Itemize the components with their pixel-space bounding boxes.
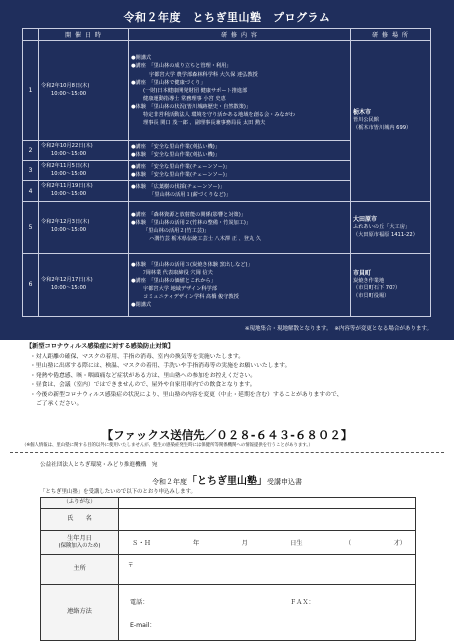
schedule-table bbox=[22, 28, 431, 317]
session-time: 10:00～15:00 bbox=[51, 90, 87, 97]
place-detail: （大田原市福原 1411-22） bbox=[353, 231, 418, 238]
content-line: 特定非営利活動法人 環境を守り活かある地域を創る会・みながわ bbox=[143, 111, 296, 118]
header-date: 開 催 日 時 bbox=[39, 29, 129, 41]
content-line: ●講座 「里山林で健康づくり」 bbox=[131, 79, 206, 86]
schedule-body bbox=[23, 41, 431, 317]
session-content bbox=[129, 253, 351, 316]
content-line: 理事長 関口 茂一郎 、副理事長兼事務局長 太田 勲夫 bbox=[143, 119, 266, 126]
form-title-prefix: 令和２年度 bbox=[152, 478, 187, 486]
zip-mark: 〒 bbox=[128, 562, 134, 569]
session-date bbox=[39, 41, 129, 141]
content-line: ●開講式 bbox=[131, 55, 152, 62]
form-title-main: 「とちぎ里山塾」 bbox=[187, 476, 267, 487]
content-line: ハ溝竹芸 栃木県伝統工芸士 八木澤 正 、登丸 久 bbox=[149, 236, 261, 243]
address-label: 主所 bbox=[41, 555, 119, 585]
content-line: ●体験 「安全な里山作業(チェーンソー)」 bbox=[131, 171, 231, 178]
content-line: 「里山林の活用１(薪づくりなど)」 bbox=[131, 192, 232, 199]
fax-label: ＦＡＸ： bbox=[290, 598, 315, 606]
content-line: (一財)日本健康開発財団 健康サポート推進部 bbox=[143, 87, 248, 94]
session-content bbox=[129, 161, 351, 181]
furigana-row bbox=[41, 498, 416, 509]
content-line: 健康運動指導士 常務理事 小宮 史恵 bbox=[143, 95, 226, 102]
content-line: ●体験 「広葉樹の伐採(チェーンソー)」 bbox=[131, 183, 225, 190]
schedule-row bbox=[23, 41, 431, 141]
content-line: ●体験 「里山林の活用２(竹林の整備・竹炭加工)」 bbox=[131, 220, 252, 227]
contact-row bbox=[41, 585, 416, 641]
content-line: 宇都宮大学 地域デザイン科学部 bbox=[143, 285, 217, 292]
place-city: 大田原市 bbox=[353, 215, 378, 223]
session-day: 令和2年10月8日(木) bbox=[41, 82, 90, 89]
content-line: ●講座 「森林資源と放射能の関係(影響と対策)」 bbox=[131, 212, 246, 219]
program-title: 令和２年度 とちぎ里山塾 プログラム bbox=[123, 11, 331, 24]
content-line: ●講座 「安全な里山作業(チェーンソー)」 bbox=[131, 163, 231, 170]
content-line: ●講座 「安全な里山作業(刈払い機)」 bbox=[131, 143, 220, 150]
session-number: 1 bbox=[23, 41, 39, 141]
session-number: 5 bbox=[23, 201, 39, 253]
covid-notice bbox=[26, 342, 436, 409]
age-open: （ bbox=[345, 540, 352, 547]
panel-note: ※現地集合・現地解散となります。 ※内容等が変更となる場合があります。 bbox=[244, 326, 432, 332]
fax-number: 【ファックス送信先／０２８-６４３-６８０２】 bbox=[101, 428, 353, 442]
session-time: 10:00～15:00 bbox=[51, 284, 87, 291]
dob-label-main: 生年月日 bbox=[67, 534, 92, 542]
dob-month: 月 bbox=[241, 540, 248, 547]
content-line: ●講座 「里山林の価値とこれから」 bbox=[131, 277, 216, 284]
recipient: 公益社団法人とちぎ環境・みどり推進機構 宛 bbox=[40, 462, 158, 468]
dob-row bbox=[41, 531, 416, 555]
session-day: 令和2年12月17日(木) bbox=[41, 277, 93, 284]
form-lead: 「とちぎ里山塾」を受講したいので以下のとおり申込みします。 bbox=[40, 489, 196, 495]
schedule-header-row bbox=[23, 29, 431, 41]
place-city: 市貝町 bbox=[353, 269, 372, 277]
dob-day: 日生 bbox=[290, 540, 303, 547]
session-time: 10:00～15:00 bbox=[51, 170, 87, 177]
application-form bbox=[40, 497, 416, 641]
furigana-field[interactable] bbox=[119, 498, 416, 509]
header-place: 研 修 場 所 bbox=[351, 29, 431, 41]
place-detail: （栃木市皆川城内 699） bbox=[353, 125, 412, 132]
dob-label bbox=[41, 531, 119, 555]
session-day: 令和2年12月3日(木) bbox=[41, 219, 90, 226]
session-content bbox=[129, 181, 351, 201]
content-line: ﾌ岡林業 代表取締役 穴岡 信夫 bbox=[143, 269, 213, 276]
tel-label: 電話： bbox=[130, 598, 149, 606]
form-title bbox=[0, 472, 454, 487]
notice-item: ご了承ください。 bbox=[36, 401, 83, 407]
content-line: コミュニティデザイン学科 髙橋 俊守教授 bbox=[143, 293, 239, 300]
content-line: ●閉講式 bbox=[131, 301, 152, 308]
session-time: 10:00～15:00 bbox=[51, 150, 87, 157]
cut-line bbox=[10, 452, 444, 453]
session-number: 6 bbox=[23, 253, 39, 316]
dob-label-sub: (保険加入のため) bbox=[58, 543, 101, 550]
furigana-label: （ふりがな） bbox=[41, 498, 119, 509]
header-no bbox=[23, 29, 39, 41]
contact-label: 連絡方法 bbox=[41, 585, 119, 641]
age-close: 才） bbox=[393, 540, 406, 547]
name-label: 氏 名 bbox=[41, 509, 119, 531]
content-line: ●体験 「里山林の状況(皆川城跡歴史・自然散策)」 bbox=[131, 103, 252, 110]
schedule-row bbox=[23, 201, 431, 253]
place-detail: （市貝町役場） bbox=[353, 293, 390, 300]
content-line: ●体験 「里山林の活用３(炭焼き体験 窯出しなど)」 bbox=[131, 261, 253, 268]
place-city: 栃木市 bbox=[353, 109, 372, 117]
place-detail: ふれあいの丘「大工房」 bbox=[353, 223, 411, 230]
header-content: 研 修 内 容 bbox=[129, 29, 351, 41]
session-content bbox=[129, 201, 351, 253]
content-line: 「里山林の活用２(竹工芸)」 bbox=[143, 228, 210, 235]
content-line: 宇都宮大学 農学部森林科学科 大久保 達弘教授 bbox=[149, 71, 258, 78]
address-row bbox=[41, 555, 416, 585]
notice-heading: 【新型コロナウィルス感染症に対する感染防止対策】 bbox=[26, 343, 174, 350]
place-detail: 皆川公民館 bbox=[353, 117, 379, 124]
session-place bbox=[351, 41, 431, 202]
session-place bbox=[351, 201, 431, 253]
notice-item: ・里山塾に出席する際には、検温、マスクの着用、手洗いや手指消毒等の実施をお願いいたします。 bbox=[30, 363, 291, 370]
email-label: E-mail： bbox=[130, 621, 156, 629]
session-date bbox=[39, 201, 129, 253]
session-date bbox=[39, 181, 129, 201]
session-content bbox=[129, 141, 351, 161]
session-date bbox=[39, 161, 129, 181]
session-content bbox=[129, 41, 351, 141]
session-place bbox=[351, 253, 431, 316]
notice-list bbox=[26, 353, 436, 409]
session-number: 3 bbox=[23, 161, 39, 181]
name-field[interactable] bbox=[119, 509, 416, 531]
privacy-note: （※個人情報は、里山塾に関する目的以外に使用いたしませんが、塾生の感染症発生時には保健所等関係機関への情報提供を行うことがあります。） bbox=[22, 443, 313, 448]
notice-item: ・今後の新型コロナウィルス感染症の状況により、里山塾の内容を変更（中止・延期を含む）することがありますので、 bbox=[30, 391, 343, 398]
address-field[interactable] bbox=[119, 555, 416, 585]
dob-era: Ｓ・Ｈ bbox=[132, 540, 151, 547]
session-number: 2 bbox=[23, 141, 39, 161]
session-day: 令和2年11月19日(木) bbox=[41, 183, 93, 190]
session-date bbox=[39, 253, 129, 316]
session-day: 令和2年10月22日(木) bbox=[41, 143, 93, 150]
session-time: 10:00～15:00 bbox=[51, 191, 87, 198]
name-row bbox=[41, 509, 416, 531]
session-day: 令和2年11月5日(木) bbox=[41, 163, 90, 170]
dob-field[interactable] bbox=[119, 531, 416, 555]
session-time: 10:00～15:00 bbox=[51, 227, 87, 234]
dob-year: 年 bbox=[192, 540, 200, 547]
contact-field[interactable] bbox=[119, 585, 416, 641]
notice-item: ・昼食は、会議（室内）ではできませんので、屋外や自家用車内での飲食となります。 bbox=[30, 382, 256, 389]
notice-item: ・対人距離の確保、マスクの着用、手指の消毒、室内の換気等を実施いたします。 bbox=[30, 354, 245, 361]
session-number: 4 bbox=[23, 181, 39, 201]
notice-item: ・発熱や倦怠感、咳・咽頭痛など症状がある方は、里山塾への参加をお控えください。 bbox=[30, 372, 257, 379]
place-detail: 炭焼き作業地 bbox=[353, 277, 385, 284]
form-title-suffix: 受講申込書 bbox=[267, 478, 302, 486]
place-detail: （市貝町石下 70ﾌ） bbox=[353, 285, 401, 292]
schedule-row bbox=[23, 253, 431, 316]
content-line: ●体験 「安全な里山作業(刈払い機)」 bbox=[131, 151, 220, 158]
content-line: ●講座 「里山林の成り立ちと管理・利用」 bbox=[131, 63, 232, 70]
session-date bbox=[39, 141, 129, 161]
